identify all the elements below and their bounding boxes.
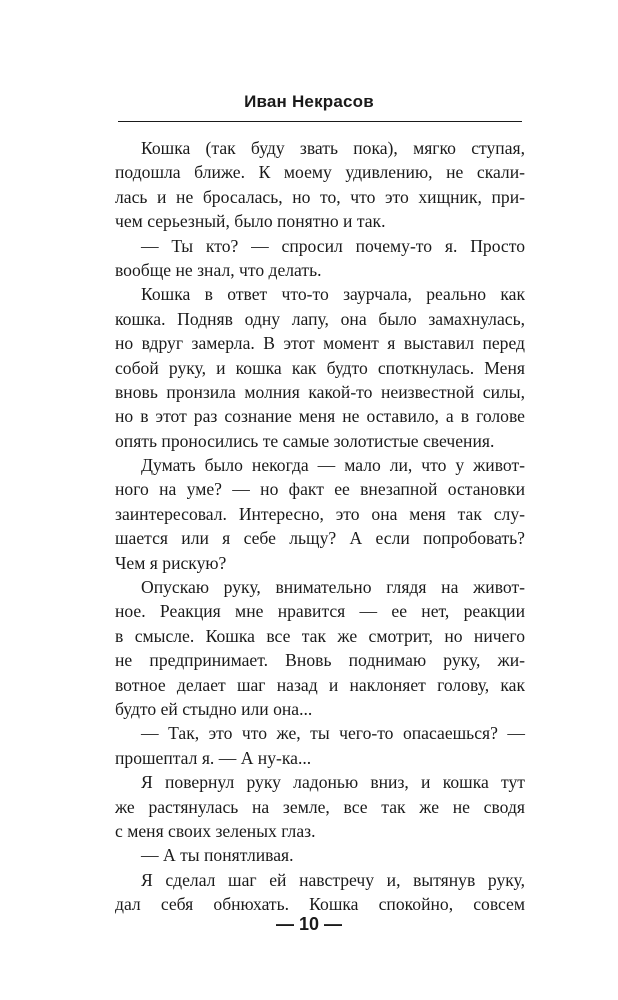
text-line: с меня своих зеленых глаз. [115, 820, 316, 841]
text-line: Кошка в ответ что-то заурчала, реально как [141, 284, 525, 305]
text-line: вотное делает шаг назад и наклоняет голову, как [115, 674, 525, 695]
text-line: кошка. Подняв одну лапу, она было замахнулась, [115, 308, 525, 329]
text-line: опять проносились те самые золотистые свечения. [115, 430, 495, 451]
page-body-text [115, 136, 525, 917]
text-line: — Ты кто? — спросил почему-то я. Просто [141, 235, 525, 256]
text-line: Опускаю руку, внимательно глядя на живот- [141, 577, 525, 598]
page-number: — 10 — [275, 914, 343, 934]
text-line: Я повернул руку ладонью вниз, и кошка тут [141, 772, 525, 793]
text-line: вообще не знал, что делать. [115, 259, 322, 280]
text-line: заинтересовал. Интересно, это она меня так слу- [115, 503, 525, 524]
text-line: Чем я рискую? [115, 552, 227, 573]
text-line: не предпринимает. Вновь поднимаю руку, жи- [115, 650, 525, 671]
text-line: Кошка (так буду звать пока), мягко ступая, [141, 138, 525, 158]
text-line: собой руку, и кошка как будто споткнулась. Меня [115, 357, 525, 378]
text-line: ного на уме? — но факт ее внезапной остановки [115, 479, 525, 500]
text-line: шается или я себе льщу? А если попробовать? [115, 528, 525, 549]
text-line: — А ты понятливая. [141, 845, 294, 866]
text-line: подошла ближе. К моему удивлению, не скали- [115, 162, 525, 183]
text-line: Думать было некогда — мало ли, что у живот- [141, 455, 525, 476]
text-line: лась и не бросалась, но то, что это хищник, при- [115, 186, 525, 207]
text-line: но в этот раз сознание меня не оставило, а в голове [115, 406, 525, 427]
text-line: Я сделал шаг ей навстречу и, вытянув руку, [141, 869, 525, 890]
text-line: но вдруг замерла. В этот момент я выставил перед [115, 333, 525, 354]
running-header-author: Иван Некрасов [244, 92, 374, 111]
text-line: — Так, это что же, ты чего-то опасаешься? — [141, 723, 525, 744]
text-line: в смысле. Кошка все так же смотрит, но ничего [115, 625, 525, 646]
text-line: чем серьезный, было понятно и так. [115, 211, 386, 232]
text-line: ное. Реакция мне нравится — ее нет, реакции [115, 601, 525, 622]
text-line: дал себя обнюхать. Кошка спокойно, совсем [115, 894, 525, 915]
text-line: прошептал я. — А ну-ка... [115, 747, 312, 768]
text-line: вновь пронзила молния какой-то неизвестной силы, [115, 381, 525, 402]
header-rule [118, 121, 522, 122]
text-line: будто ей стыдно или она... [115, 698, 313, 719]
text-line: же растянулась на земле, все так же не сводя [115, 796, 525, 817]
